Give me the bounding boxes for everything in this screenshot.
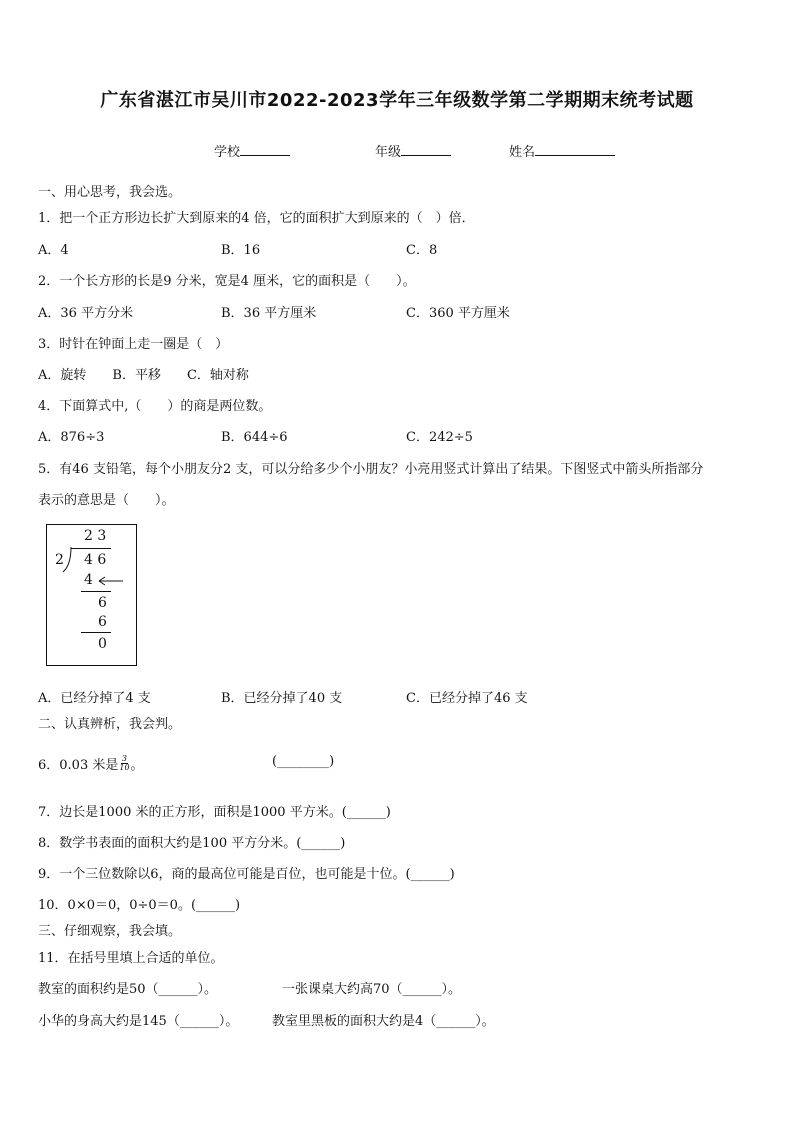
division-divisor: 2: [55, 552, 64, 568]
grade-label: 年级: [375, 145, 402, 160]
q6-numerator: 3: [121, 754, 127, 763]
division-step-3: 6: [98, 614, 107, 630]
q3-options[interactable]: A．旋转 B．平移 C．轴对称: [38, 368, 249, 383]
division-step-2: 6: [98, 595, 107, 611]
question-3: 3．时针在钟面上走一圈是（ ）: [38, 337, 229, 352]
q1-option-a[interactable]: A．4: [38, 243, 69, 258]
q6-answer-blank[interactable]: (________): [272, 754, 335, 769]
q4-option-c[interactable]: C．242÷5: [406, 430, 473, 445]
division-rule-2: [81, 632, 111, 633]
long-division-figure: [46, 524, 137, 666]
section-1-heading: 一、用心思考，我会选。: [38, 185, 182, 200]
q5-option-b[interactable]: B．已经分掉了40 支: [221, 691, 343, 706]
section-3-heading: 三、仔细观察，我会填。: [38, 924, 182, 939]
question-8: 8．数学书表面的面积大约是100 平方分米。(______): [38, 836, 346, 851]
page-title: 广东省湛江市吴川市2022-2023学年三年级数学第二学期期末统考试题: [100, 90, 694, 111]
arrow-left-icon: [95, 575, 125, 587]
school-label: 学校: [214, 145, 241, 160]
question-1: 1．把一个正方形边长扩大到原来的4 倍，它的面积扩大到原来的（ ）倍．: [38, 211, 475, 226]
name-field: [509, 141, 615, 160]
q11-item-1[interactable]: 教室的面积约是50（______）。: [38, 982, 218, 997]
question-2: 2．一个长方形的长是9 分米，宽是4 厘米，它的面积是（ ）。: [38, 274, 416, 289]
division-step-1: 4: [84, 572, 93, 588]
question-5-line2: 表示的意思是（ ）。: [38, 493, 175, 508]
q11-item-2[interactable]: 一张课桌大约高70（______）。: [282, 982, 462, 997]
division-remainder: 0: [98, 636, 107, 652]
question-11: 11．在括号里填上合适的单位。: [38, 951, 224, 966]
grade-blank[interactable]: [401, 143, 451, 156]
q6-fraction: [119, 755, 129, 772]
q2-option-c[interactable]: C．360 平方厘米: [406, 306, 510, 321]
question-9: 9．一个三位数除以6，商的最高位可能是百位，也可能是十位。(______): [38, 867, 455, 882]
school-field: [214, 141, 290, 160]
q4-option-b[interactable]: B．644÷6: [221, 430, 288, 445]
section-2-heading: 二、认真辨析，我会判。: [38, 717, 182, 732]
q11-item-3[interactable]: 小华的身高大约是145（______）。: [38, 1014, 239, 1029]
q2-option-b[interactable]: B．36 平方厘米: [221, 306, 317, 321]
question-5-line1: 5．有46 支铅笔，每个小朋友分2 支，可以分给多少个小朋友？小亮用竖式计算出了结果。下图竖式中箭头所指部分: [38, 462, 704, 477]
q4-option-a[interactable]: A．876÷3: [38, 430, 105, 445]
question-7: 7．边长是1000 米的正方形，面积是1000 平方米。(______): [38, 805, 391, 820]
q2-option-a[interactable]: A．36 平方分米: [38, 306, 134, 321]
division-bar: [71, 548, 111, 549]
q5-option-c[interactable]: C．已经分掉了46 支: [406, 691, 528, 706]
question-6: [38, 754, 144, 774]
q11-item-4[interactable]: 教室里黑板的面积大约是4（______）。: [272, 1014, 495, 1029]
name-label: 姓名: [509, 145, 536, 160]
question-4: 4．下面算式中,（ ）的商是两位数。: [38, 399, 272, 414]
question-10: 10．0×0＝0，0÷0＝0。(______): [38, 898, 241, 913]
q6-end: 。: [130, 758, 144, 773]
q5-option-a[interactable]: A．已经分掉了4 支: [38, 691, 151, 706]
q6-text: 6．0.03 米是: [38, 758, 119, 773]
q1-option-c[interactable]: C．8: [406, 243, 438, 258]
school-blank[interactable]: [240, 143, 290, 156]
q1-option-b[interactable]: B．16: [221, 243, 261, 258]
grade-field: [375, 141, 451, 160]
name-blank[interactable]: [535, 143, 615, 156]
q6-denominator: 10: [119, 763, 130, 772]
division-rule-1: [81, 591, 111, 592]
division-dividend: 4 6: [84, 552, 107, 568]
division-quotient: 2 3: [84, 528, 107, 544]
